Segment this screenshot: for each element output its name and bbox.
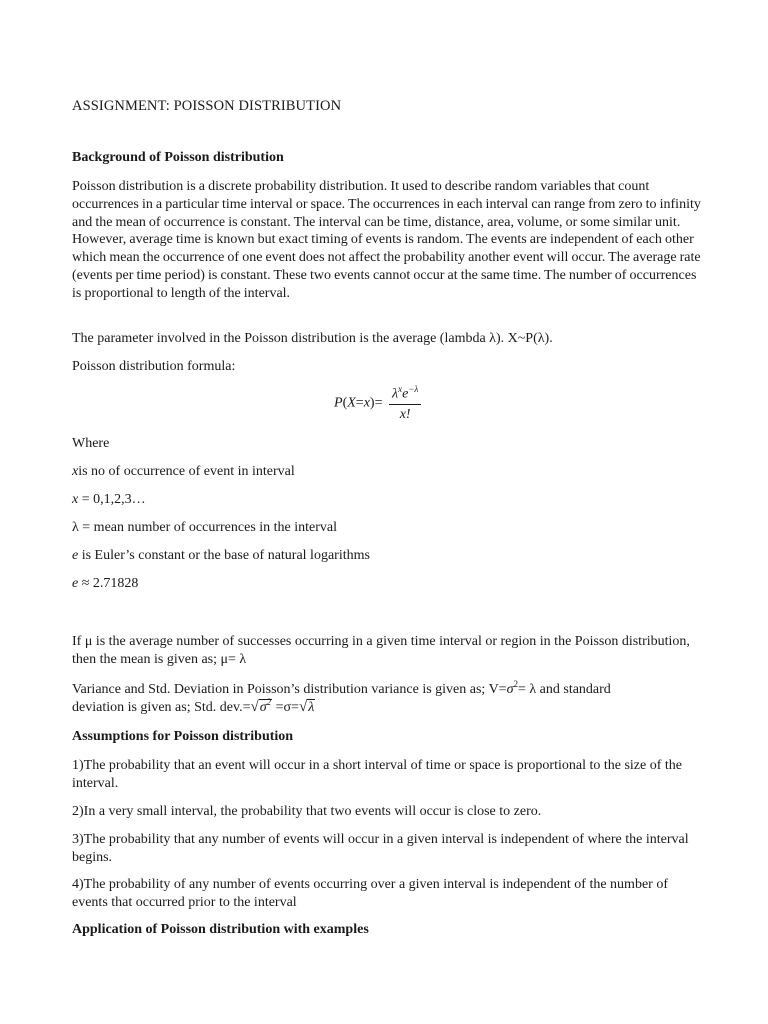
formula-fraction bbox=[389, 384, 421, 423]
poisson-formula bbox=[334, 384, 421, 423]
variance-line-1: Variance and Std. Deviation in Poisson’s distribution variance is given as; $V=\sigma^2= \lambda$ and standard bbox=[72, 679, 611, 697]
formula-lhs: P bbox=[334, 395, 343, 411]
assumption-item-3: 3)The probability that any number of events will occur in a given interval is independent of where the interval begins. bbox=[72, 832, 689, 865]
formula-denominator: x! bbox=[399, 406, 411, 422]
formula-label: Poisson distribution formula: bbox=[72, 359, 236, 374]
formula-eq2: = bbox=[374, 395, 383, 411]
formula-var: X bbox=[347, 395, 356, 411]
assumption-item-2: 2)In a very small interval, the probability that two events will occur is close to zero. bbox=[72, 804, 542, 819]
lambda-definition: λ = mean number of occurrences in the interval bbox=[72, 520, 338, 535]
assumption-item-1: 1)The probability that an event will occur in a short interval of time or space is proportional to the size of the interval. bbox=[72, 758, 682, 791]
assumptions-heading: Assumptions for Poisson distribution bbox=[72, 729, 294, 744]
x-range: x = 0,1,2,3… bbox=[72, 492, 146, 507]
application-heading: Application of Poisson distribution with examples bbox=[72, 922, 369, 937]
background-heading: Background of Poisson distribution bbox=[72, 150, 284, 165]
sqrt-sigma-squared: $√\sigma^2$ bbox=[250, 697, 272, 715]
e-approximation: e ≈ 2.71828 bbox=[72, 576, 139, 591]
document-title: ASSIGNMENT: POISSON DISTRIBUTION bbox=[72, 98, 342, 114]
formula-x: x bbox=[363, 395, 370, 411]
formula-eq: = bbox=[355, 395, 364, 411]
sqrt-lambda: √λ bbox=[298, 699, 315, 715]
formula-open: ( bbox=[342, 395, 348, 411]
mean-paragraph: If μ is the average number of successes occurring in a given time interval or region in the Poisson distribution, then the mean is given as; μ= λ bbox=[72, 634, 690, 667]
parameter-line: The parameter involved in the Poisson distribution is the average (lambda λ). X~P(λ). bbox=[72, 331, 553, 346]
formula-numerator: $\lambda^xe^{-\lambda}$ bbox=[389, 384, 421, 405]
x-definition: xis no of occurrence of event in interval bbox=[72, 464, 295, 479]
where-label: Where bbox=[72, 436, 110, 451]
variance-line-2: deviation is given as; Std. $dev.=√\sigma^2 =\sigma=√\lambda$ bbox=[72, 697, 315, 715]
e-definition: e is Euler’s constant or the base of natural logarithms bbox=[72, 548, 370, 563]
assumption-item-4: 4)The probability of any number of events occurring over a given interval is independent of the number of events that occurred prior to the interval bbox=[72, 877, 668, 910]
formula-close: ) bbox=[369, 395, 375, 411]
background-paragraph: Poisson distribution is a discrete probability distribution. It used to describe random variables that count occurrences in a particular time interval or space. The occurrences in each interval can range from zero to infinity and the mean of occurrence is constant. The interval can be time, distance, area, volume, or some similar unit. However, average time is known but exact timing of events is random. The events are independent of each other which mean the occurrence of one event does not affect the probability another event will occur. The average rate (events per time period) is constant. These two events cannot occur at the same time. The number of occurrences is proportional to length of the interval. bbox=[72, 179, 701, 301]
